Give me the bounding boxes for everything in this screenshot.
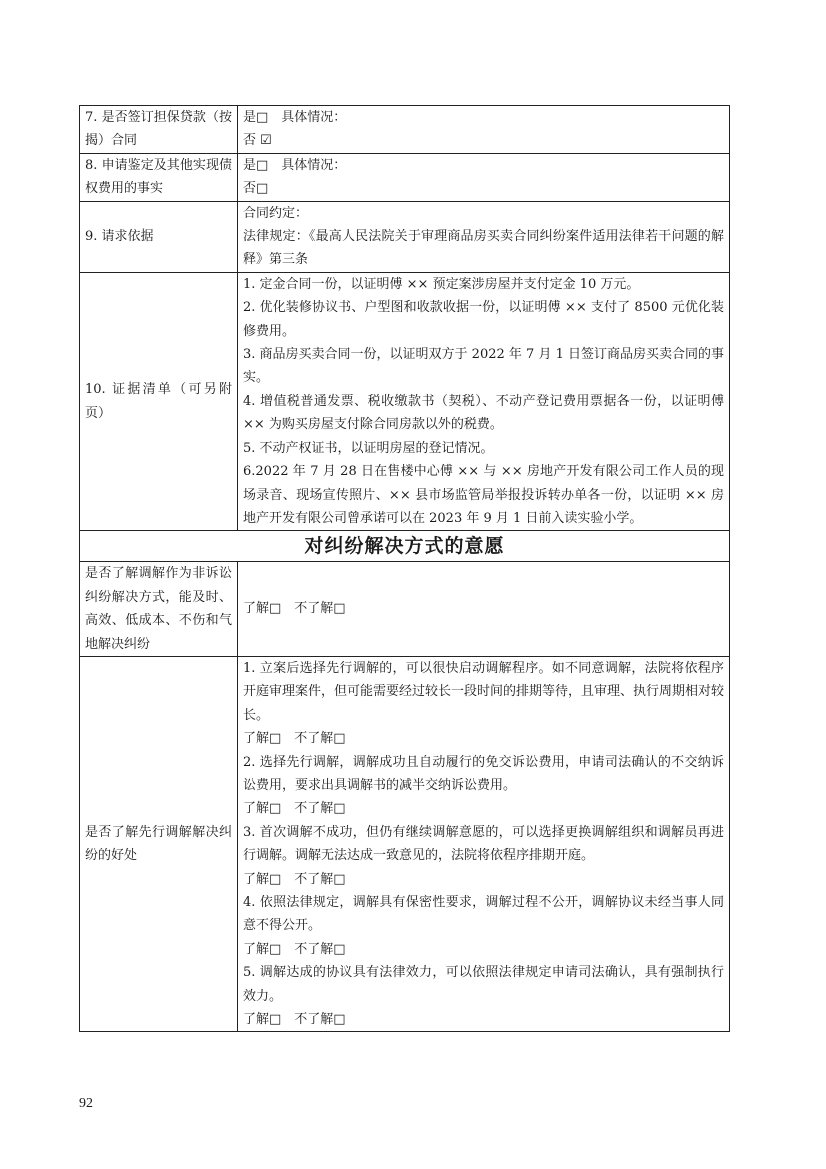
row-content	[238, 272, 730, 530]
evidence-item: 5. 不动产权证书，以证明房屋的登记情况。	[243, 440, 494, 456]
row-label: 是否了解先行调解解决纠纷的好处	[80, 656, 238, 1032]
benefit-item: 2. 选择先行调解，调解成功且自动履行的免交诉讼费用，申请司法确认的不交纳诉讼费用，要求出具调解书的减半交纳诉讼费用。	[243, 754, 724, 793]
benefit-item: 1. 立案后选择先行调解的，可以很快启动调解程序。如不同意调解，法院将依程序开庭审理案件，但可能需要经过较长一段时间的排期等待，且审理、执行周期相对较长。	[243, 660, 725, 723]
content-line: 合同约定：	[243, 205, 309, 221]
content-line: 法律规定：《最高人民法院关于审理商品房买卖合同纠纷案件适用法律若干问题的解释》第三条	[243, 229, 724, 268]
table-row	[80, 562, 730, 657]
row-label: 8. 申请鉴定及其他实现债权费用的事实	[80, 153, 238, 201]
table-row	[80, 656, 730, 1032]
evidence-item: 3. 商品房买卖合同一份，以证明双方于 2022 年 7 月 1 日签订商品房买卖合同的事实。	[243, 347, 724, 386]
row-label: 7. 是否签订担保贷款（按揭）合同	[80, 106, 238, 154]
checkbox-options[interactable]: 了解□ 不了解□	[243, 941, 346, 957]
row-content	[238, 153, 730, 201]
checkbox-options[interactable]: 了解□ 不了解□	[243, 731, 346, 747]
row-content	[238, 201, 730, 272]
checkbox-options[interactable]: 了解□ 不了解□	[243, 871, 346, 887]
evidence-item: 2. 优化装修协议书、户型图和收款收据一份，以证明傅 ×× 支付了 8500 元优化装修费用。	[243, 300, 724, 339]
row-label: 9. 请求依据	[80, 201, 238, 272]
content-line: 否□	[243, 181, 269, 197]
checkbox-options[interactable]: 了解□ 不了解□	[243, 1012, 346, 1028]
evidence-item: 4. 增值税普通发票、税收缴款书（契税）、不动产登记费用票据各一份，以证明傅 ×× 为购买房屋支付除合同房款以外的税费。	[243, 393, 724, 433]
row-content	[238, 106, 730, 154]
evidence-item: 6.2022 年 7 月 28 日在售楼中心傅 ×× 与 ×× 房地产开发有限公司工作人员的现场录音、现场宣传照片、×× 县市场监管局举报投诉转办单各一份，以证明 ×× 房地产开发有限公司曾承诺可以在 2023 年 9 月 1 日前入读实验小学。	[243, 464, 724, 526]
checkbox-options[interactable]: 了解□ 不了解□	[243, 801, 346, 817]
content-line: 否 ☑	[243, 133, 272, 149]
table-row	[80, 201, 730, 272]
row-content	[238, 562, 730, 657]
benefit-item: 3. 首次调解不成功，但仍有继续调解意愿的，可以选择更换调解组织和调解员再进行调解。调解无法达成一致意见的，法院将依程序排期开庭。	[243, 824, 724, 864]
row-label: 是否了解调解作为非诉讼纠纷解决方式，能及时、高效、低成本、不伤和气地解决纠纷	[80, 562, 238, 657]
section-header-row	[80, 531, 730, 562]
form-table	[79, 105, 730, 1032]
content-line: 是□ 具体情况：	[243, 157, 347, 173]
row-content	[238, 656, 730, 1032]
table-row	[80, 106, 730, 154]
row-label: 10. 证据清单（可另附页）	[80, 272, 238, 530]
table-row	[80, 272, 730, 530]
benefit-item: 5. 调解达成的协议具有法律效力，可以依照法律规定申请司法确认，具有强制执行效力。	[243, 965, 724, 1004]
evidence-item: 1. 定金合同一份，以证明傅 ×× 预定案涉房屋并支付定金 10 万元。	[243, 276, 640, 292]
table-row	[80, 153, 730, 201]
checkbox-options[interactable]: 了解□ 不了解□	[243, 601, 346, 617]
section-title: 对纠纷解决方式的意愿	[80, 531, 730, 562]
benefit-item: 4. 依照法律规定，调解具有保密性要求，调解过程不公开，调解协议未经当事人同意不得公开。	[243, 895, 724, 934]
page-number: 92	[79, 1096, 93, 1111]
content-line: 是□ 具体情况：	[243, 110, 347, 125]
